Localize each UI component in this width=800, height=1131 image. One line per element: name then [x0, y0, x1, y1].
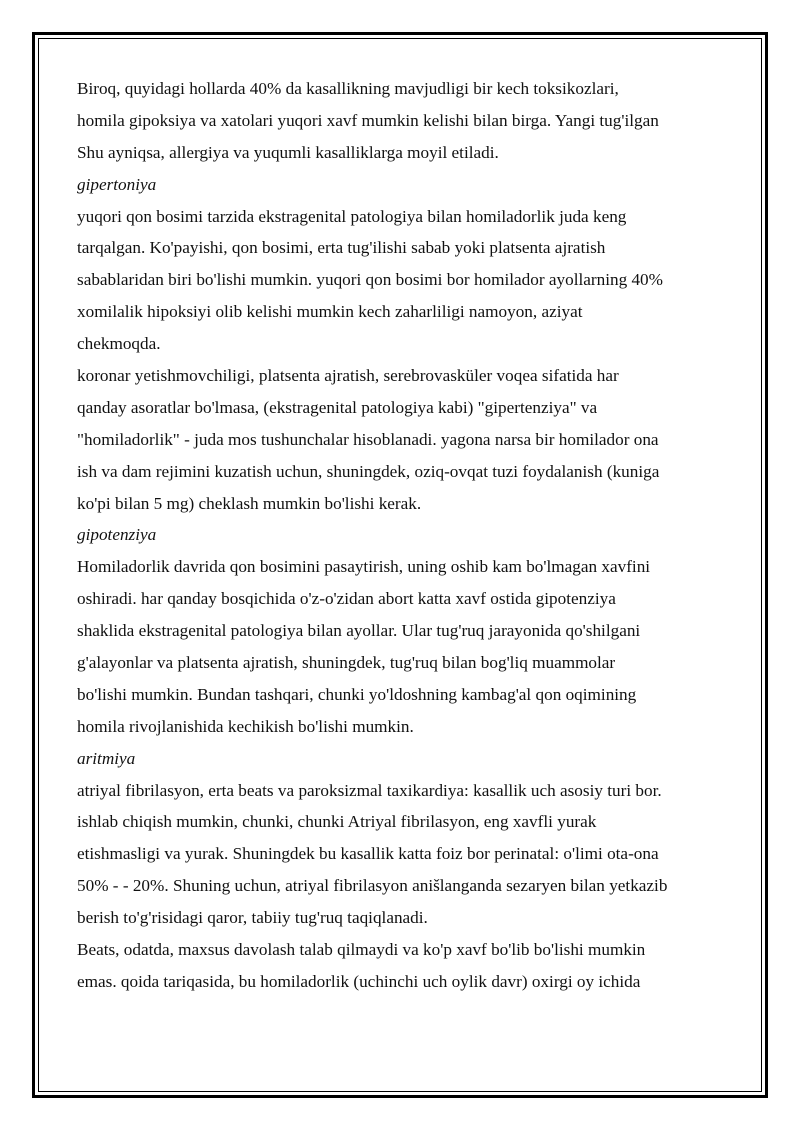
section-heading: gipotenziya — [77, 525, 157, 545]
text-line: etishmasligi va yurak. Shuningdek bu kasallik katta foiz bor perinatal: o'limi ota-ona — [77, 844, 659, 864]
text-line: ishlab chiqish mumkin, chunki, chunki Atriyal fibrilasyon, eng xavfli yurak — [77, 812, 597, 832]
text-line: g'alayonlar va platsenta ajratish, shuningdek, tug'ruq bilan bog'liq muammolar — [77, 653, 616, 673]
text-line: oshiradi. har qanday bosqichida o'z-o'zidan abort katta xavf ostida gipotenziya — [77, 589, 616, 609]
text-line: Shu ayniqsa, allergiya va yuqumli kasalliklarga moyil etiladi. — [77, 142, 499, 162]
document-body — [77, 73, 727, 998]
text-line: Beats, odatda, maxsus davolash talab qilmaydi va ko'p xavf bo'lib bo'lishi mumkin — [77, 940, 646, 960]
text-line: bo'lishi mumkin. Bundan tashqari, chunki yo'ldoshning kambag'al qon oqimining — [77, 684, 637, 704]
text-line: atriyal fibrilasyon, erta beats va paroksizmal taxikardiya: kasallik uch asosiy turi bor. — [77, 780, 662, 800]
text-line: homila rivojlanishida kechikish bo'lishi mumkin. — [77, 716, 414, 736]
text-line: chekmoqda. — [77, 334, 161, 354]
text-line: koronar yetishmovchiligi, platsenta ajratish, serebrovasküler voqea sifatida har — [77, 366, 619, 386]
text-line: homila gipoksiya va xatolari yuqori xavf mumkin kelishi bilan birga. Yangi tug'ilgan — [77, 110, 659, 130]
text-line: tarqalgan. Ko'payishi, qon bosimi, erta tug'ilishi sabab yoki platsenta ajratish — [77, 238, 606, 258]
text-line: sabablaridan biri bo'lishi mumkin. yuqori qon bosimi bor homilador ayollarning 40% — [77, 270, 663, 290]
text-line: berish to'g'risidagi qaror, tabiiy tug'ruq taqiqlanadi. — [77, 908, 428, 928]
text-line: ko'pi bilan 5 mg) cheklash mumkin bo'lishi kerak. — [77, 493, 422, 513]
text-line: qanday asoratlar bo'lmasa, (ekstragenital patologiya kabi) "gipertenziya" va — [77, 397, 598, 417]
text-line: Homiladorlik davrida qon bosimini pasaytirish, uning oshib kam bo'lmagan xavfini — [77, 557, 651, 577]
text-line: 50% - - 20%. Shuning uchun, atriyal fibrilasyon anišlanganda sezaryen bilan yetkazib — [77, 876, 668, 896]
text-line: Biroq, quyidagi hollarda 40% da kasallikning mavjudligi bir kech toksikozlari, — [77, 79, 619, 98]
section-heading: aritmiya — [77, 748, 136, 768]
text-line: "homiladorlik" - juda mos tushunchalar hisoblanadi. yagona narsa bir homilador ona — [77, 429, 659, 449]
text-line: xomilalik hipoksiyi olib kelishi mumkin kech zaharliligi namoyon, aziyat — [77, 302, 583, 322]
text-line: shaklida ekstragenital patologiya bilan ayollar. Ular tug'ruq jarayonida qo'shilgani — [77, 621, 641, 641]
text-line: ish va dam rejimini kuzatish uchun, shuningdek, oziq-ovqat tuzi foydalanish (kuniga — [77, 461, 660, 481]
text-line: emas. qoida tariqasida, bu homiladorlik (uchinchi uch oylik davr) oxirgi oy ichida — [77, 971, 641, 991]
section-heading: gipertoniya — [77, 174, 157, 194]
text-line: yuqori qon bosimi tarzida ekstragenital patologiya bilan homiladorlik juda keng — [77, 206, 627, 226]
